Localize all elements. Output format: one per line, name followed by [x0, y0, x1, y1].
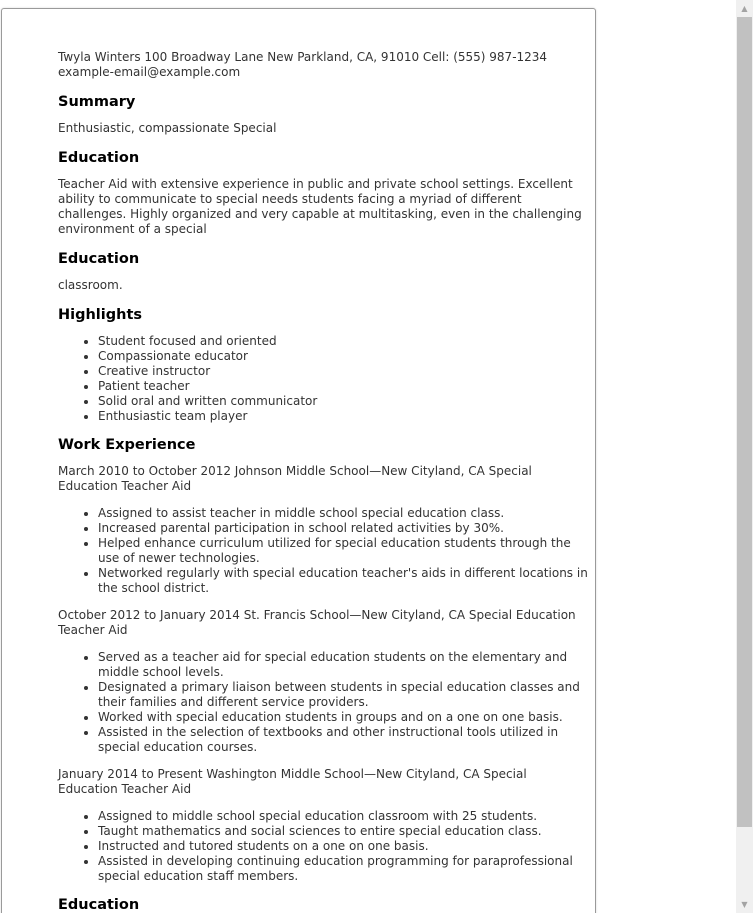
job-bullet: • Taught mathematics and social sciences to entire special education class. [98, 824, 590, 839]
job-bullet: • Served as a teacher aid for special education students on the elementary and middle school levels. [98, 650, 590, 680]
job-bullet: • Assigned to assist teacher in middle school special education class. [98, 506, 590, 521]
vertical-scrollbar[interactable] [736, 0, 753, 913]
job-bullet: • Worked with special education students in groups and on a one on one basis. [98, 710, 590, 725]
education-text-2: classroom. [58, 278, 123, 292]
job-bullet: • Networked regularly with special education teacher's aids in different locations in the school district. [98, 566, 590, 596]
job-bullet: • Designated a primary liaison between students in special education classes and their families and different service providers. [98, 680, 590, 710]
highlights-heading: Highlights [58, 307, 143, 323]
job-title-3: January 2014 to Present Washington Middle School—New Cityland, CA Special Education Teacher Aid [58, 767, 527, 796]
arrow-down-icon[interactable]: ▼ [741, 900, 748, 909]
education-heading-2: Education [58, 251, 140, 267]
highlight-item: • Solid oral and written communicator [98, 394, 590, 409]
resume-content [58, 50, 590, 913]
job-bullet: • Instructed and tutored students on a one on one basis. [98, 839, 590, 854]
resume-page [1, 8, 596, 913]
job-bullets-1 [58, 506, 590, 596]
highlight-item: • Compassionate educator [98, 349, 590, 364]
job-bullet: • Assisted in the selection of textbooks and other instructional tools utilized in special education courses. [98, 725, 590, 755]
highlights-list [58, 334, 590, 424]
job-bullets-3 [58, 809, 590, 884]
arrow-up-icon[interactable]: ▲ [741, 4, 748, 13]
education-heading-3: Education [58, 897, 140, 913]
job-bullet: • Assisted in developing continuing education programming for paraprofessional special education staff members. [98, 854, 590, 884]
work-experience-heading: Work Experience [58, 437, 196, 453]
contact-info: Twyla Winters 100 Broadway Lane New Parkland, CA, 91010 Cell: (555) 987-1234 example-email@example.com [58, 50, 548, 79]
job-title-1: March 2010 to October 2012 Johnson Middle School—New Cityland, CA Special Education Teacher Aid [58, 464, 532, 493]
highlight-item: • Student focused and oriented [98, 334, 590, 349]
job-bullet: • Increased parental participation in school related activities by 30%. [98, 521, 590, 536]
education-heading-1: Education [58, 150, 140, 166]
job-bullets-2 [58, 650, 590, 755]
job-title-2: October 2012 to January 2014 St. Francis School—New Cityland, CA Special Education Teacher Aid [58, 608, 576, 637]
highlight-item: • Enthusiastic team player [98, 409, 590, 424]
job-bullet: • Assigned to middle school special education classroom with 25 students. [98, 809, 590, 824]
education-text-1: Teacher Aid with extensive experience in public and private school settings. Excellent ability to communicate to special needs students facing a myriad of different challenges. Highly organized and very capable at multitasking, even in the challenging environment of a special [58, 177, 582, 236]
summary-heading: Summary [58, 94, 136, 110]
highlight-item: • Creative instructor [98, 364, 590, 379]
scrollbar-thumb[interactable] [737, 17, 752, 827]
highlight-item: • Patient teacher [98, 379, 590, 394]
summary-text: Enthusiastic, compassionate Special [58, 121, 277, 135]
job-bullet: • Helped enhance curriculum utilized for special education students through the use of newer technologies. [98, 536, 590, 566]
